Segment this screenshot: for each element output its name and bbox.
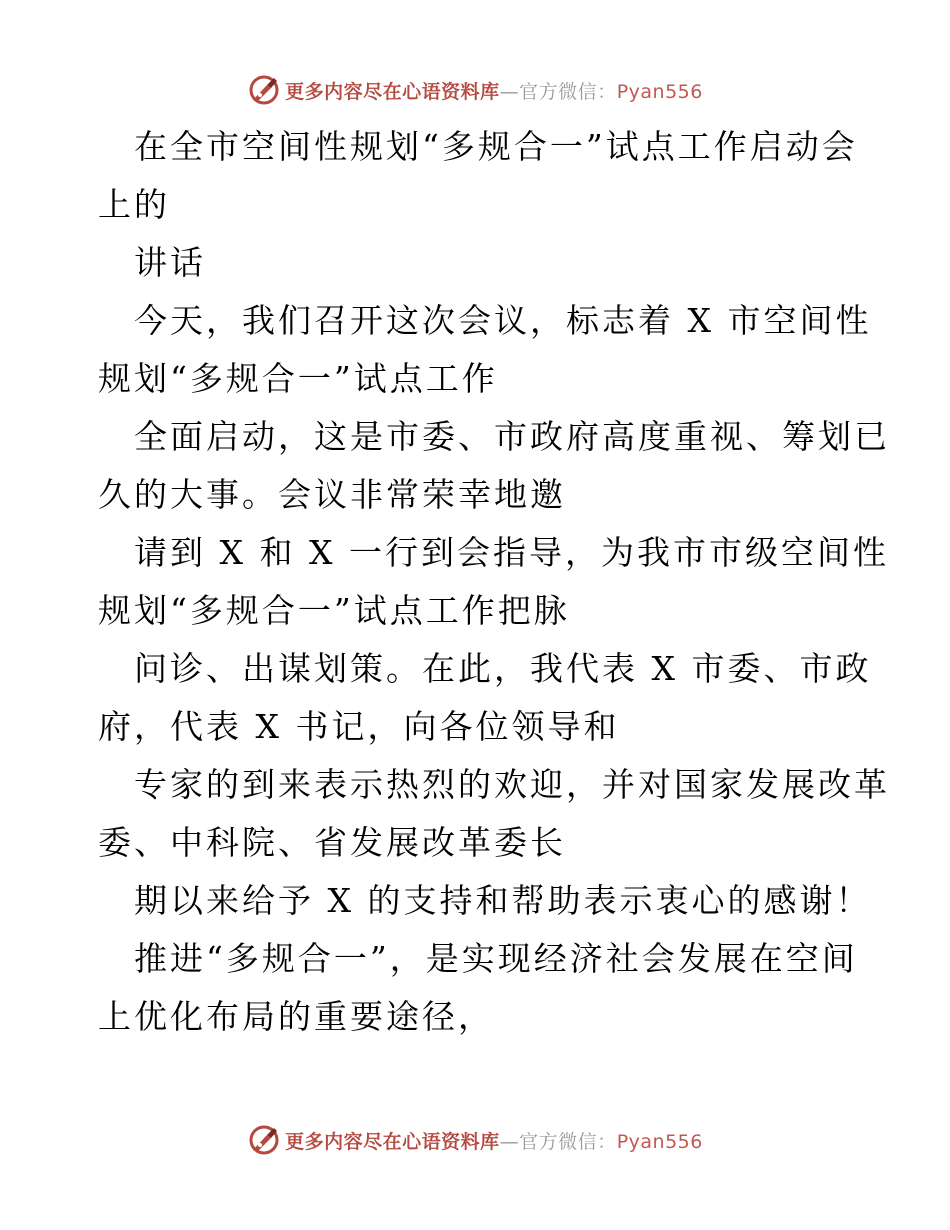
doc-line: 上优化布局的重要途径，	[98, 997, 494, 1036]
doc-line: 期以来给予 X 的支持和帮助表示衷心的感谢！	[134, 881, 872, 920]
doc-line: 规划“多规合一”试点工作	[98, 359, 498, 398]
doc-line: 上的	[98, 185, 170, 224]
doc-line: 问诊、出谋划策。在此，我代表 X 市委、市政	[134, 649, 872, 688]
doc-line: 今天，我们召开这次会议，标志着 X 市空间性	[134, 301, 872, 340]
pen-logo-icon	[247, 1123, 281, 1157]
watermark-dash: —	[499, 1130, 520, 1153]
watermark-wechat-id: Pyan556	[616, 80, 703, 103]
doc-line: 推进“多规合一”，是实现经济社会发展在空间	[134, 939, 858, 978]
doc-line: 久的大事。会议非常荣幸地邀	[98, 475, 566, 514]
doc-line: 讲话	[134, 243, 206, 282]
doc-line: 请到 X 和 X 一行到会指导，为我市市级空间性	[134, 533, 889, 572]
watermark-main-text: 更多内容尽在心语资料库	[285, 80, 500, 103]
doc-line: 委、中科院、省发展改革委长	[98, 823, 566, 862]
watermark-wechat-label: 官方微信：	[519, 80, 617, 103]
doc-line: 规划“多规合一”试点工作把脉	[98, 591, 570, 630]
doc-line: 府，代表 X 书记，向各位领导和	[98, 707, 620, 746]
doc-line: 在全市空间性规划“多规合一”试点工作启动会	[134, 127, 858, 166]
header-watermark	[0, 70, 950, 110]
doc-line: 全面启动，这是市委、市政府高度重视、筹划已	[134, 417, 890, 456]
doc-line: 专家的到来表示热烈的欢迎，并对国家发展改革	[134, 765, 890, 804]
pen-logo-icon	[247, 73, 281, 107]
watermark-main-text: 更多内容尽在心语资料库	[285, 1130, 500, 1153]
watermark-wechat-label: 官方微信：	[519, 1130, 617, 1153]
watermark-wechat-id: Pyan556	[616, 1130, 703, 1153]
footer-watermark	[0, 1120, 950, 1160]
watermark-dash: —	[499, 80, 520, 103]
